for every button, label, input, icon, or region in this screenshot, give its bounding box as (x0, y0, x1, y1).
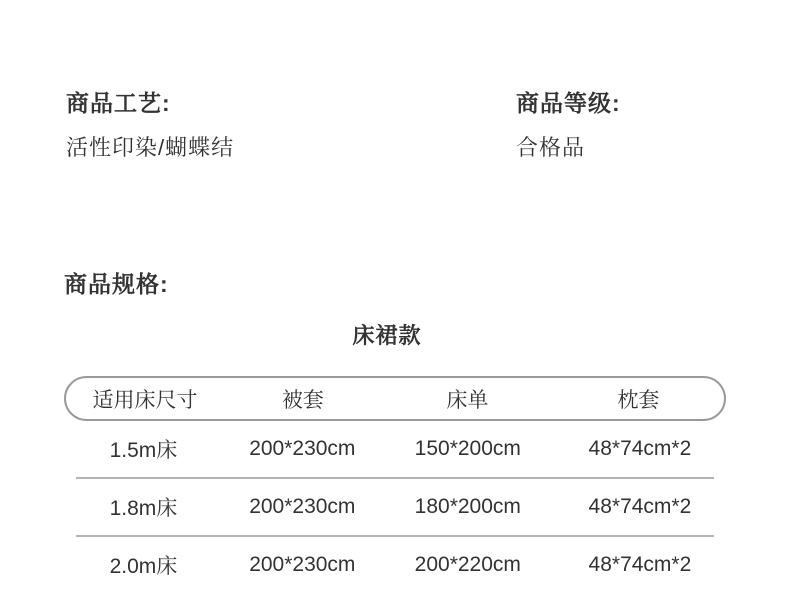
spec-section-heading: 商品规格: (64, 271, 169, 297)
spec-table-header-row (64, 376, 726, 421)
craft-attribute-label: 商品工艺: (66, 90, 171, 116)
header-duvet-cover: 被套 (281, 388, 324, 412)
header-pillowcase: 枕套 (617, 388, 660, 412)
grade-attribute-label: 商品等级: (516, 90, 621, 116)
cell-bed-sheet: 200*220cm (414, 553, 521, 576)
grade-attribute-value: 合格品 (516, 135, 586, 160)
cell-pillowcase: 48*74cm*2 (588, 437, 692, 460)
spec-table (64, 376, 726, 593)
cell-duvet-cover: 200*230cm (249, 553, 356, 576)
header-bed-sheet: 床单 (446, 388, 489, 412)
cell-bed-sheet: 180*200cm (414, 495, 521, 518)
cell-pillowcase: 48*74cm*2 (588, 495, 692, 518)
table-row (64, 537, 726, 593)
spec-table-title: 床裙款 (352, 323, 422, 348)
cell-bed-size: 2.0m床 (109, 555, 178, 578)
cell-pillowcase: 48*74cm*2 (588, 553, 692, 576)
cell-duvet-cover: 200*230cm (249, 437, 356, 460)
header-bed-size: 适用床尺寸 (92, 388, 198, 412)
table-row (64, 479, 726, 535)
cell-duvet-cover: 200*230cm (249, 495, 356, 518)
cell-bed-sheet: 150*200cm (414, 437, 521, 460)
cell-bed-size: 1.8m床 (109, 497, 178, 520)
cell-bed-size: 1.5m床 (109, 439, 178, 462)
craft-attribute-value: 活性印染/蝴蝶结 (66, 135, 235, 160)
table-row (64, 421, 726, 477)
